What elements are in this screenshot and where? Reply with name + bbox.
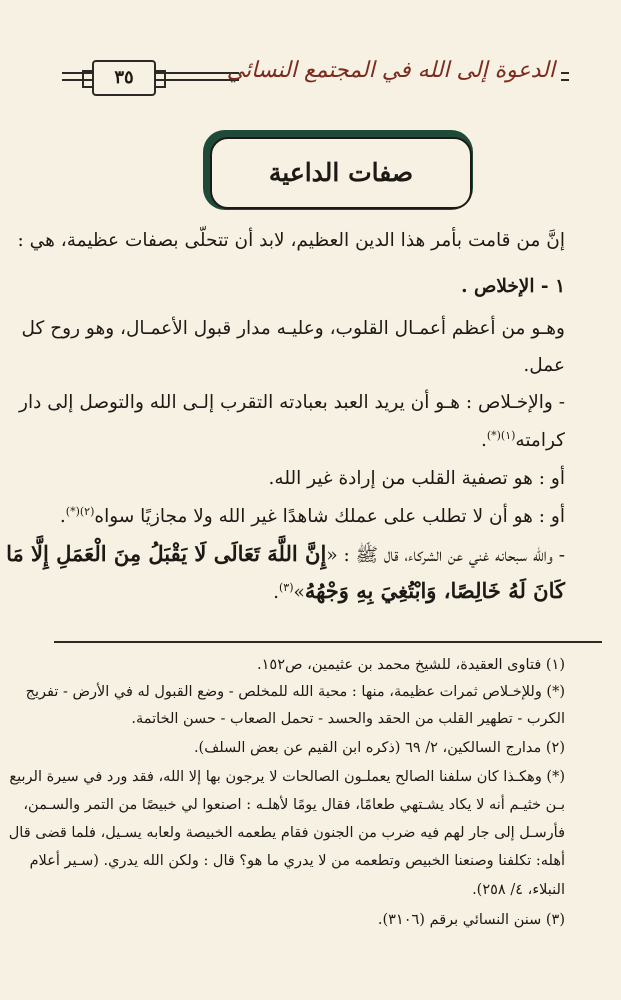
footnote: (*) وهكـذا كان سلفنا الصالح يعملـون الصالحات لا يرجون بها إلا الله، فقد ورد في سيرة الربيع <box>9 769 565 785</box>
footnote: أهله: تكلفنا وصنعنا الخبيص وتطعمه من لا يدري ما هو؟ قال : ولكن الله يدري. (سـير أعلام <box>29 853 565 869</box>
running-title: الدعوة إلى الله في المجتمع النسائي <box>239 58 561 83</box>
definition-line: - والإخـلاص : هـو أن يريد العبد بعبادته التقرب إلـى الله والتوصل إلى دار <box>19 392 565 413</box>
footnote: (٣) سنن النسائي برقم (٣١٠٦). <box>377 912 565 928</box>
hadith-text: إِنَّ اللَّهَ تَعَالَى لَا يَقْبَلُ مِنَ الْعَمَلِ إِلَّا مَا <box>6 541 327 566</box>
point-heading: ١ - الإخلاص . <box>461 276 565 297</box>
hadith-intro: - والله سبحانه غني عن الشركاء، قال ﷺ : « <box>326 545 565 566</box>
footnote: (٢) مدارج السالكين، ٢/ ٦٩ (ذكره ابن القيم عن بعض السلف). <box>193 740 565 756</box>
footnote-marker: (٢)(*) <box>65 505 95 518</box>
definition-line: كرامته$^{(١)(*)}$. <box>480 429 565 452</box>
footnote-marker: (١)(*) <box>486 429 516 442</box>
definition-text: كرامته <box>515 430 565 452</box>
hadith-line <box>6 541 565 571</box>
footnote-marker: (٣) <box>279 580 294 594</box>
footnote-separator <box>54 641 602 643</box>
paragraph-line: وهـو من أعظم أعمـال القلوب، وعليـه مدار قبول الأعمـال، وهو روح كل <box>21 318 565 339</box>
footnote: (*) وللإخـلاص ثمرات عظيمة، منها : محبة الله للمخلص - وضع القبول له في الأرض - تفريج <box>25 684 565 700</box>
definition-line: أو : هو تصفية القلب من إرادة غير الله. <box>268 468 565 489</box>
paragraph-line: عمل. <box>523 355 565 376</box>
section-title: صفات الداعية <box>210 137 472 209</box>
footnote: الكرب - تطهير القلب من الحقد والحسد - تحمل الصعاب - حسن الخاتمة. <box>131 711 565 727</box>
definition-text: أو : هو أن لا تطلب على عملك شاهدًا غير الله ولا مجازيًا سواه <box>94 506 565 528</box>
hadith-text: كَانَ لَهُ خَالِصًا، وَابْتُغِيَ بِهِ وَجْهُهُ <box>304 578 565 603</box>
hadith-close: » <box>293 582 305 603</box>
footnote: فأرسـل إلى جار لهم فيه ضرب من الجنون فقام يطعمه الخبيصة ولعابه يسـيل، فلما قضى قال <box>8 825 565 841</box>
intro-paragraph: إنَّ من قامت بأمر هذا الدين العظيم، لابد أن تتحلّى بصفات عظيمة، هي : <box>17 230 565 251</box>
page-number: ٣٥ <box>92 60 156 96</box>
footnote: النبلاء، ٤/ ٢٥٨). <box>472 882 565 898</box>
footnote: بـن خثيـم أنه لا يكاد يشـتهي طعامًا، فقال يومًا لأهلـه : اصنعوا لي خبيصًا من التمر والسـمن، <box>23 797 565 813</box>
definition-line: أو : هو أن لا تطلب على عملك شاهدًا غير الله ولا مجازيًا سواه$^{(٢)(*)}$. <box>59 505 565 528</box>
hadith-line: كَانَ لَهُ خَالِصًا، وَابْتُغِيَ بِهِ وَجْهُهُ»$^{(٣)}$. <box>273 578 565 603</box>
footnote: (١) فتاوى العقيدة، للشيخ محمد بن عثيمين، ص١٥٢. <box>257 657 565 673</box>
